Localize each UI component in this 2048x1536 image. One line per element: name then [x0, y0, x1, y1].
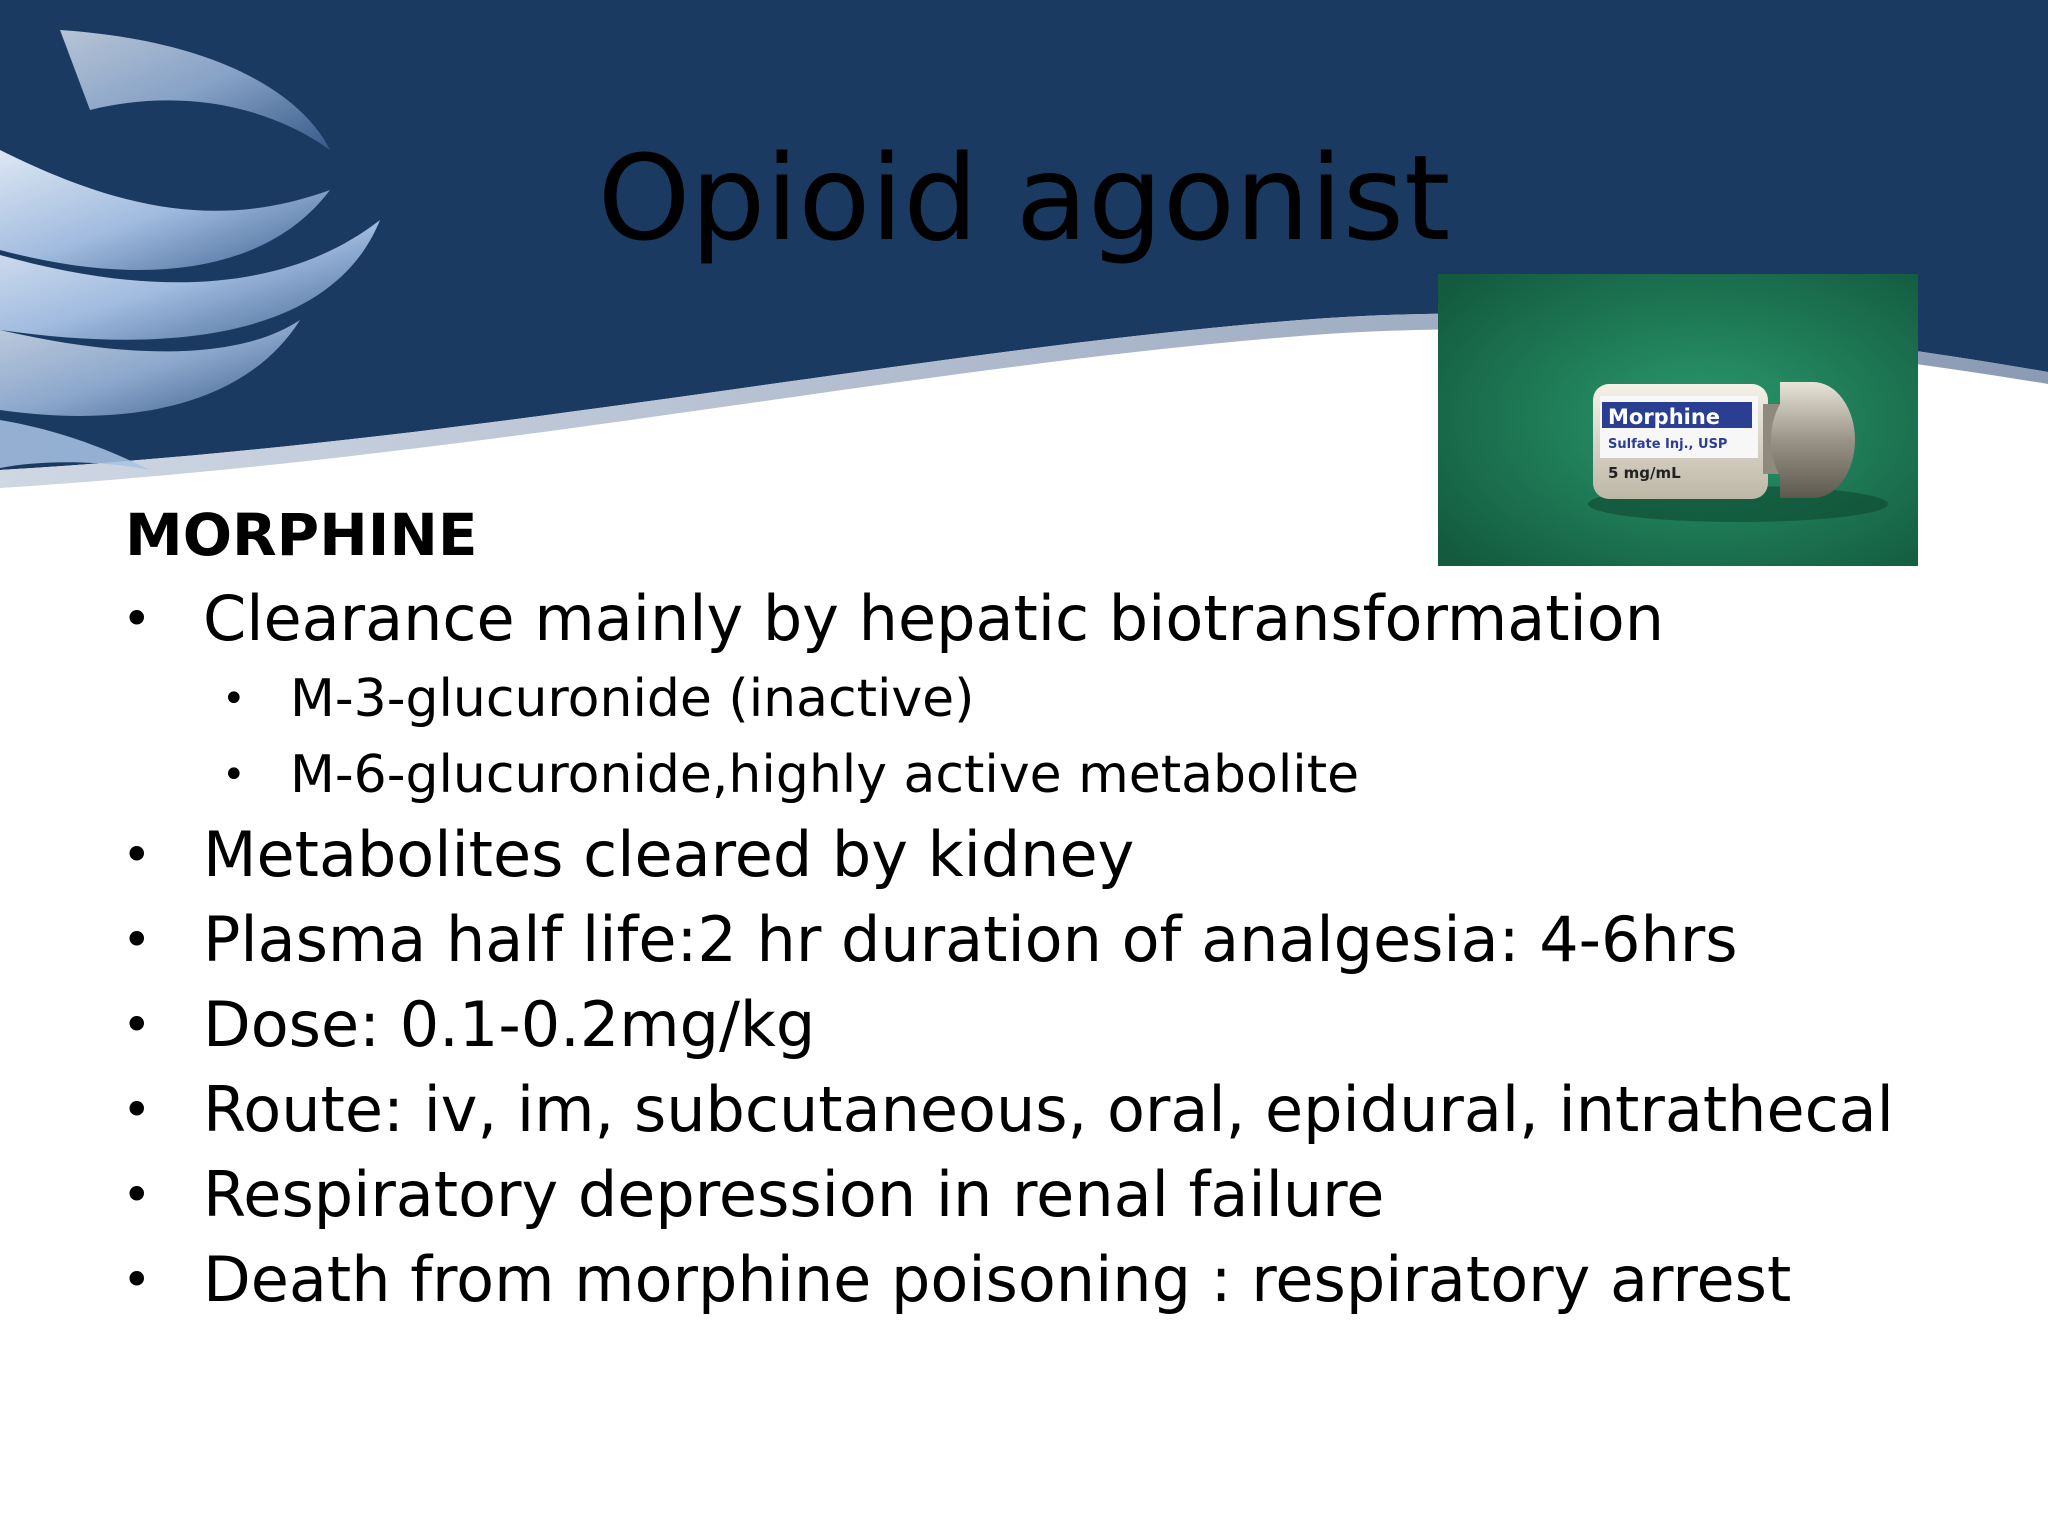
- bullet-glyph: •: [122, 1081, 152, 1139]
- bullet-glyph: •: [222, 676, 246, 722]
- bullet-text: Plasma half life:2 hr duration of analgesia: 4-6hrs: [203, 903, 1738, 976]
- bullet-glyph: •: [122, 996, 152, 1054]
- bullet-glyph: •: [122, 590, 152, 648]
- bullet-glyph: •: [122, 1251, 152, 1309]
- bullet-text: Route: iv, im, subcutaneous, oral, epidural, intrathecal: [203, 1073, 1894, 1146]
- drug-heading: MORPHINE: [125, 501, 478, 569]
- bullet-text: Metabolites cleared by kidney: [203, 818, 1135, 891]
- bullet-glyph: •: [222, 752, 246, 798]
- bullet-text: Respiratory depression in renal failure: [203, 1158, 1385, 1231]
- bullet-text: M-3-glucuronide (inactive): [290, 669, 975, 729]
- bullet-glyph: •: [122, 911, 152, 969]
- bullet-text: M-6-glucuronide,highly active metabolite: [290, 745, 1360, 805]
- bullet-text: Death from morphine poisoning : respiratory arrest: [203, 1243, 1792, 1316]
- morphine-vial-photo: [1438, 274, 1918, 566]
- vial-label-brand: Morphine: [1608, 405, 1721, 429]
- bullet-text: Dose: 0.1-0.2mg/kg: [203, 988, 816, 1061]
- bullet-glyph: •: [122, 826, 152, 884]
- vial-label-conc: 5 mg/mL: [1608, 464, 1681, 482]
- slide-title: Opioid agonist: [597, 129, 1451, 267]
- bullet-glyph: •: [122, 1166, 152, 1224]
- vial-label-sub: Sulfate Inj., USP: [1608, 437, 1728, 452]
- bullet-text: Clearance mainly by hepatic biotransformation: [203, 582, 1664, 655]
